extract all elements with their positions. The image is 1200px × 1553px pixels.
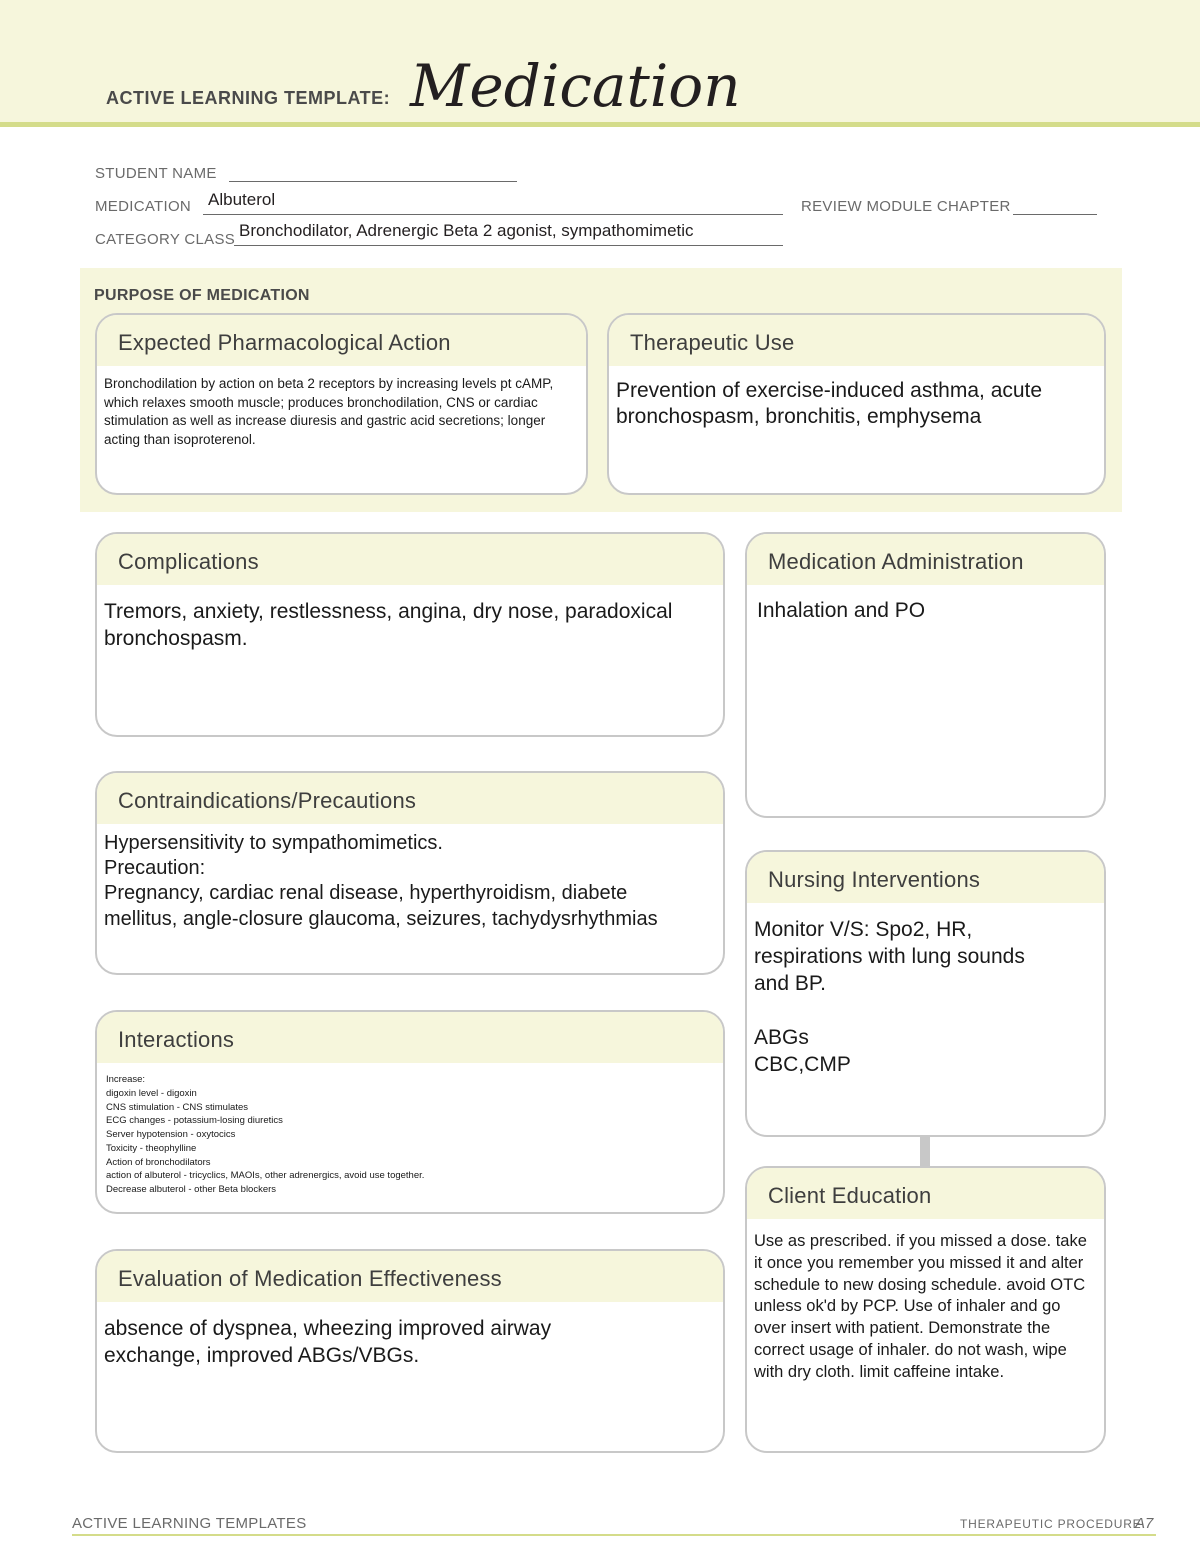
expected-action-text[interactable]: Bronchodilation by action on beta 2 receptors by increasing levels pt cAMP, which relaxes smooth muscle; produces bronchodilation, CNS or cardiac stimulation as well as increase diuresis and gastric acid secretions; longer acting than isoproterenol. xyxy=(104,376,554,447)
interactions-line: Toxicity - theophylline xyxy=(106,1142,197,1154)
category-class-value: Bronchodilator, Adrenergic Beta 2 agonist, sympathomimetic xyxy=(239,221,694,240)
nursing-line: Monitor V/S: Spo2, HR, xyxy=(754,918,973,941)
nursing-line xyxy=(754,998,1096,1025)
page-number: A7 xyxy=(1135,1515,1154,1532)
expected-action-title: Expected Pharmacological Action xyxy=(97,315,586,366)
complications-title: Complications xyxy=(97,534,723,585)
medication-label: MEDICATION xyxy=(95,198,192,215)
review-module-label: REVIEW MODULE CHAPTER xyxy=(801,198,1011,215)
evaluation-text[interactable]: absence of dyspnea, wheezing improved airway exchange, improved ABGs/VBGs. xyxy=(104,1317,552,1368)
footer-label: ACTIVE LEARNING TEMPLATES xyxy=(72,1515,307,1532)
contraindications-line: Precaution: xyxy=(104,857,206,880)
complications-text[interactable]: Tremors, anxiety, restlessness, angina, dry nose, paradoxical bronchospasm. xyxy=(104,600,673,651)
interactions-text[interactable] xyxy=(97,1063,723,1197)
interactions-title: Interactions xyxy=(97,1012,723,1063)
therapeutic-use-card xyxy=(607,313,1106,495)
administration-title: Medication Administration xyxy=(747,534,1104,585)
nursing-line: ABGs xyxy=(754,1025,809,1049)
contraindications-card xyxy=(95,771,725,975)
evaluation-title: Evaluation of Medication Effectiveness xyxy=(97,1251,723,1302)
interactions-line: Action of bronchodilators xyxy=(106,1156,211,1168)
nursing-interventions-card xyxy=(745,850,1106,1137)
client-education-text[interactable]: Use as prescribed. if you missed a dose. take it once you remember you missed it and alter schedule to new dosing schedule. avoid OTC unless ok'd by PCP. Use of inhaler and go over insert with patient. Demonstrate the correct usage of inhaler. do not wash, wipe with dry cloth. limit caffeine intake. xyxy=(754,1232,1087,1381)
medication-field[interactable] xyxy=(203,214,783,215)
nursing-line: and BP. xyxy=(754,971,827,995)
footer-divider xyxy=(72,1534,1156,1536)
nursing-line: CBC,CMP xyxy=(754,1052,851,1076)
review-module-field[interactable] xyxy=(1013,214,1097,215)
nursing-line: respirations with lung sounds xyxy=(754,944,1025,968)
contraindications-text[interactable] xyxy=(97,824,723,932)
interactions-line: digoxin level - digoxin xyxy=(106,1087,197,1099)
interactions-line: Increase: xyxy=(106,1074,146,1085)
section-connector xyxy=(920,1136,930,1166)
therapeutic-use-text[interactable]: Prevention of exercise-induced asthma, acute bronchospasm, bronchitis, emphysema xyxy=(616,379,1043,429)
footer-section-label: THERAPEUTIC PROCEDURE xyxy=(960,1517,1142,1531)
header-divider xyxy=(0,122,1200,127)
student-name-label: STUDENT NAME xyxy=(95,165,217,182)
expected-action-card xyxy=(95,313,588,495)
administration-text[interactable]: Inhalation and PO xyxy=(757,599,926,622)
administration-card xyxy=(745,532,1106,818)
contraindications-line: Pregnancy, cardiac renal disease, hyperthyroidism, diabete xyxy=(104,882,628,905)
purpose-label: PURPOSE OF MEDICATION xyxy=(94,287,310,304)
medication-value: Albuterol xyxy=(208,190,276,209)
evaluation-card xyxy=(95,1249,725,1453)
category-class-field[interactable] xyxy=(234,245,783,246)
contraindications-title: Contraindications/Precautions xyxy=(97,773,723,824)
interactions-line: Decrease albuterol - other Beta blockers xyxy=(106,1184,277,1196)
interactions-line: ECG changes - potassium-losing diuretics xyxy=(106,1115,283,1127)
interactions-line: CNS stimulation - CNS stimulates xyxy=(106,1101,249,1113)
student-name-field[interactable] xyxy=(229,181,517,182)
therapeutic-use-title: Therapeutic Use xyxy=(609,315,1104,366)
client-education-card xyxy=(745,1166,1106,1453)
nursing-interventions-text[interactable] xyxy=(747,903,1104,1078)
contraindications-line: mellitus, angle-closure glaucoma, seizures, tachydysrhythmias xyxy=(104,907,658,930)
complications-card xyxy=(95,532,725,737)
page-title: Medication xyxy=(410,52,741,120)
category-class-label: CATEGORY CLASS xyxy=(95,231,236,248)
nursing-interventions-title: Nursing Interventions xyxy=(747,852,1104,903)
interactions-line: Server hypotension - oxytocics xyxy=(106,1129,236,1141)
client-education-title: Client Education xyxy=(747,1168,1104,1219)
contraindications-line: Hypersensitivity to sympathomimetics. xyxy=(104,832,443,854)
interactions-line: action of albuterol - tricyclics, MAOIs, other adrenergics, avoid use together. xyxy=(106,1170,425,1182)
interactions-card xyxy=(95,1010,725,1214)
template-label: ACTIVE LEARNING TEMPLATE: xyxy=(106,88,391,108)
